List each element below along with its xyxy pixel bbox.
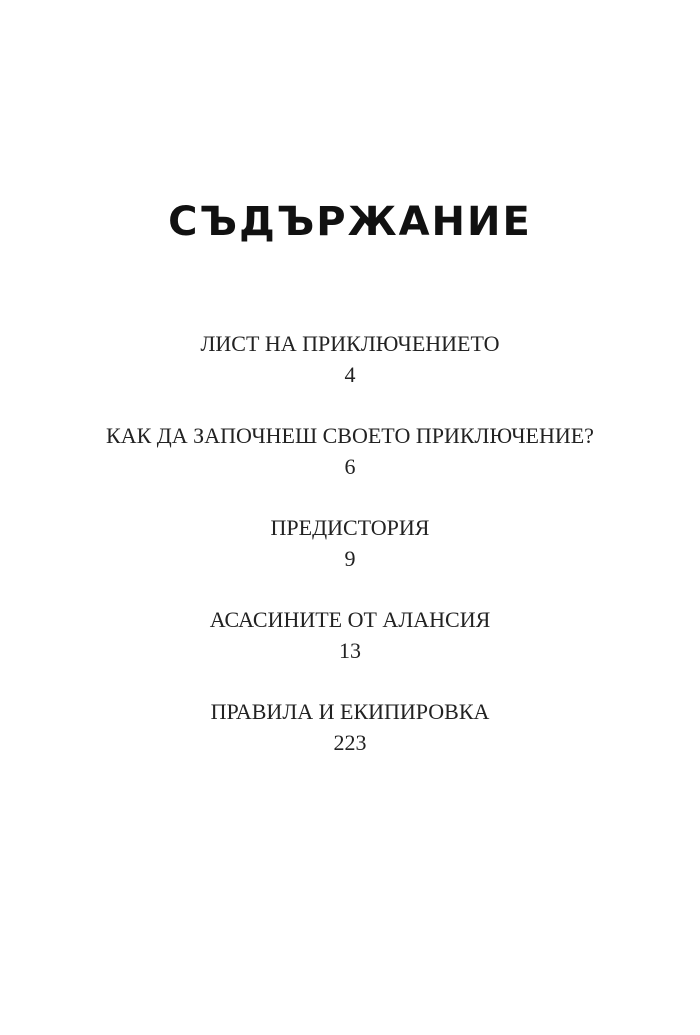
toc-entry-page-number: 13	[339, 638, 361, 663]
toc-entry-title: ПРЕДИСТОРИЯ	[270, 515, 430, 540]
toc-entry	[0, 512, 700, 604]
toc-entry-title: ЛИСТ НА ПРИКЛЮЧЕНИЕТО	[200, 331, 500, 356]
table-of-contents	[0, 328, 700, 788]
toc-entry-page-number: 4	[344, 362, 356, 387]
toc-entry-page-number: 6	[344, 454, 356, 479]
toc-entry	[0, 604, 700, 696]
toc-entry-title: КАК ДА ЗАПОЧНЕШ СВОЕТО ПРИКЛЮЧЕНИЕ?	[106, 423, 594, 448]
toc-entry	[0, 328, 700, 420]
toc-entry	[0, 420, 700, 512]
page-title: СЪДЪРЖАНИЕ	[168, 199, 532, 245]
toc-entry-title: ПРАВИЛА И ЕКИПИРОВКА	[210, 699, 490, 724]
toc-entry-page-number: 9	[344, 546, 356, 571]
toc-entry-page-number: 223	[333, 730, 367, 755]
toc-entry	[0, 696, 700, 788]
toc-entry-title: АСАСИНИТЕ ОТ АЛАНСИЯ	[209, 607, 491, 632]
